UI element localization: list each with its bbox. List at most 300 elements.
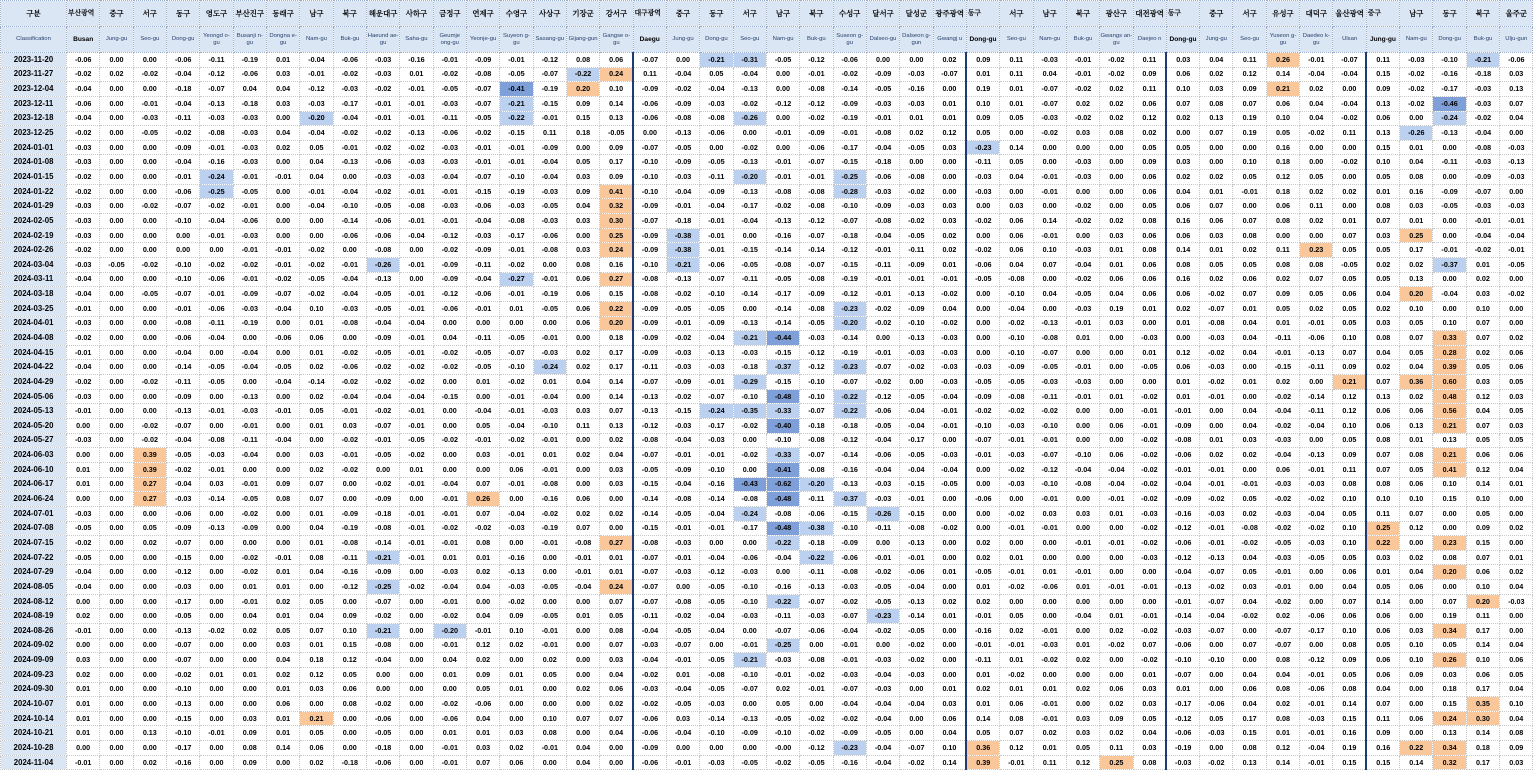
value-cell[interactable]: -0.17 [766, 287, 799, 302]
value-cell[interactable]: -0.05 [133, 126, 166, 141]
value-cell[interactable]: -0.08 [1466, 140, 1499, 155]
value-cell[interactable]: 0.00 [100, 301, 133, 316]
value-cell[interactable]: 0.00 [666, 741, 699, 756]
value-cell[interactable]: 0.03 [600, 653, 633, 668]
value-cell[interactable]: -0.04 [433, 477, 466, 492]
value-cell[interactable]: -0.19 [233, 53, 266, 68]
value-cell[interactable]: -0.06 [333, 360, 366, 375]
value-cell[interactable]: 0.34 [1433, 741, 1466, 756]
value-cell[interactable]: 0.02 [933, 228, 966, 243]
value-cell[interactable]: -0.10 [1000, 287, 1033, 302]
value-cell[interactable]: 0.00 [766, 140, 799, 155]
value-cell[interactable]: -0.01 [1100, 580, 1133, 595]
value-cell[interactable]: -0.04 [433, 580, 466, 595]
value-cell[interactable]: -0.01 [433, 506, 466, 521]
value-cell[interactable]: -0.09 [900, 301, 933, 316]
value-cell[interactable]: 0.07 [1333, 594, 1366, 609]
value-cell[interactable]: 0.01 [1333, 214, 1366, 229]
value-cell[interactable]: -0.01 [300, 67, 333, 82]
value-cell[interactable]: -0.01 [1100, 492, 1133, 507]
value-cell[interactable]: 0.09 [1366, 726, 1399, 741]
value-cell[interactable]: 0.05 [600, 609, 633, 624]
value-cell[interactable]: -0.04 [233, 345, 266, 360]
value-cell[interactable]: -0.14 [766, 243, 799, 258]
value-cell[interactable]: 0.04 [1266, 667, 1299, 682]
value-cell[interactable]: 0.00 [533, 257, 566, 272]
value-cell[interactable]: -0.25 [833, 170, 866, 185]
column-header-ko[interactable]: 서구 [733, 1, 766, 27]
value-cell[interactable]: -0.03 [1066, 243, 1099, 258]
value-cell[interactable]: 0.12 [333, 653, 366, 668]
value-cell[interactable]: 0.09 [266, 477, 299, 492]
column-header-ko[interactable]: 동구 [700, 1, 733, 27]
value-cell[interactable]: 0.56 [1433, 404, 1466, 419]
value-cell[interactable]: 0.03 [1100, 228, 1133, 243]
value-cell[interactable]: 0.00 [1433, 228, 1466, 243]
value-cell[interactable]: 0.10 [1400, 638, 1433, 653]
value-cell[interactable]: 0.04 [600, 448, 633, 463]
date-cell[interactable]: 2024-07-22 [1, 550, 67, 565]
date-cell[interactable]: 2024-06-17 [1, 477, 67, 492]
value-cell[interactable]: 0.05 [1000, 155, 1033, 170]
value-cell[interactable]: -0.15 [833, 155, 866, 170]
value-cell[interactable]: -0.13 [900, 287, 933, 302]
value-cell[interactable]: -0.03 [233, 126, 266, 141]
value-cell[interactable]: -0.10 [833, 199, 866, 214]
value-cell[interactable]: -0.06 [233, 214, 266, 229]
value-cell[interactable]: 0.00 [333, 741, 366, 756]
value-cell[interactable]: -0.01 [67, 404, 100, 419]
value-cell[interactable]: 0.17 [1466, 682, 1499, 697]
value-cell[interactable]: -0.02 [933, 521, 966, 536]
value-cell[interactable]: 0.04 [600, 667, 633, 682]
value-cell[interactable]: -0.08 [700, 111, 733, 126]
value-cell[interactable]: 0.12 [1466, 462, 1499, 477]
value-cell[interactable]: 0.00 [933, 184, 966, 199]
value-cell[interactable]: 0.12 [1233, 67, 1266, 82]
value-cell[interactable]: 0.32 [1433, 755, 1466, 770]
value-cell[interactable]: -0.38 [666, 243, 699, 258]
value-cell[interactable]: -0.08 [1033, 331, 1066, 346]
value-cell[interactable]: -0.01 [666, 755, 699, 770]
value-cell[interactable]: 0.20 [1433, 565, 1466, 580]
value-cell[interactable]: 0.00 [400, 697, 433, 712]
value-cell[interactable]: -0.22 [800, 550, 833, 565]
date-cell[interactable]: 2024-06-03 [1, 448, 67, 463]
value-cell[interactable]: -0.02 [633, 697, 666, 712]
value-cell[interactable]: 0.05 [1233, 492, 1266, 507]
value-cell[interactable]: -0.10 [166, 257, 199, 272]
value-cell[interactable]: -0.09 [866, 67, 899, 82]
value-cell[interactable]: -0.01 [1033, 184, 1066, 199]
value-cell[interactable]: 0.15 [1433, 697, 1466, 712]
value-cell[interactable]: 0.00 [100, 199, 133, 214]
value-cell[interactable]: 0.00 [67, 419, 100, 434]
value-cell[interactable]: -0.02 [1266, 594, 1299, 609]
value-cell[interactable]: 0.02 [500, 741, 533, 756]
value-cell[interactable]: 0.09 [1366, 82, 1399, 97]
value-cell[interactable]: -0.07 [466, 96, 499, 111]
value-cell[interactable]: -0.09 [533, 140, 566, 155]
value-cell[interactable]: 0.08 [1333, 682, 1366, 697]
value-cell[interactable]: -0.05 [1000, 375, 1033, 390]
value-cell[interactable]: -0.11 [200, 53, 233, 68]
column-header-ko[interactable]: 구분 [1, 1, 67, 27]
value-cell[interactable]: 0.08 [1266, 711, 1299, 726]
value-cell[interactable]: -0.18 [233, 96, 266, 111]
value-cell[interactable]: -0.10 [500, 170, 533, 185]
value-cell[interactable]: 0.00 [1400, 111, 1433, 126]
value-cell[interactable]: -0.08 [866, 126, 899, 141]
value-cell[interactable]: -0.01 [1133, 609, 1166, 624]
value-cell[interactable]: -0.01 [1466, 214, 1499, 229]
value-cell[interactable]: -0.14 [366, 536, 399, 551]
value-cell[interactable]: -0.01 [766, 126, 799, 141]
value-cell[interactable]: -0.04 [766, 550, 799, 565]
value-cell[interactable]: -0.20 [833, 316, 866, 331]
value-cell[interactable]: 0.00 [700, 536, 733, 551]
value-cell[interactable]: -0.05 [366, 301, 399, 316]
value-cell[interactable]: 0.00 [266, 184, 299, 199]
value-cell[interactable]: 0.00 [100, 228, 133, 243]
value-cell[interactable]: -0.02 [433, 521, 466, 536]
value-cell[interactable]: 0.03 [600, 462, 633, 477]
value-cell[interactable]: -0.01 [433, 184, 466, 199]
value-cell[interactable]: 0.05 [1166, 140, 1199, 155]
value-cell[interactable]: 0.12 [1333, 404, 1366, 419]
value-cell[interactable]: -0.01 [433, 53, 466, 68]
value-cell[interactable]: 0.16 [600, 257, 633, 272]
value-cell[interactable]: 0.01 [300, 419, 333, 434]
value-cell[interactable]: 0.02 [966, 682, 999, 697]
value-cell[interactable]: -0.02 [833, 67, 866, 82]
value-cell[interactable]: -0.07 [633, 565, 666, 580]
value-cell[interactable]: -0.03 [933, 331, 966, 346]
value-cell[interactable]: 0.02 [266, 140, 299, 155]
value-cell[interactable]: 0.00 [1233, 360, 1266, 375]
value-cell[interactable]: 0.00 [1100, 345, 1133, 360]
value-cell[interactable]: -0.12 [1300, 653, 1333, 668]
value-cell[interactable]: 0.00 [966, 301, 999, 316]
value-cell[interactable]: 0.26 [466, 492, 499, 507]
value-cell[interactable]: 0.02 [100, 67, 133, 82]
value-cell[interactable]: -0.10 [1033, 477, 1066, 492]
value-cell[interactable]: 0.20 [1466, 594, 1499, 609]
value-cell[interactable]: 0.00 [600, 492, 633, 507]
value-cell[interactable]: -0.02 [433, 609, 466, 624]
value-cell[interactable]: 0.00 [333, 243, 366, 258]
value-cell[interactable]: 0.02 [1066, 653, 1099, 668]
value-cell[interactable]: 0.07 [1366, 462, 1399, 477]
value-cell[interactable]: -0.20 [733, 170, 766, 185]
value-cell[interactable]: 0.10 [1433, 477, 1466, 492]
value-cell[interactable]: -0.44 [766, 331, 799, 346]
value-cell[interactable]: 0.02 [600, 697, 633, 712]
value-cell[interactable]: 0.11 [1366, 506, 1399, 521]
value-cell[interactable]: 0.01 [67, 477, 100, 492]
value-cell[interactable]: -0.02 [166, 126, 199, 141]
value-cell[interactable]: 0.00 [933, 506, 966, 521]
value-cell[interactable]: 0.00 [100, 755, 133, 770]
value-cell[interactable]: -0.03 [1300, 477, 1333, 492]
value-cell[interactable]: 0.00 [1400, 726, 1433, 741]
value-cell[interactable]: 0.08 [1266, 257, 1299, 272]
value-cell[interactable]: -0.07 [633, 594, 666, 609]
value-cell[interactable]: -0.02 [1333, 111, 1366, 126]
value-cell[interactable]: -0.04 [500, 419, 533, 434]
value-cell[interactable]: 0.04 [1366, 345, 1399, 360]
value-cell[interactable]: 0.00 [1233, 140, 1266, 155]
column-header-ko[interactable]: 서구 [1233, 1, 1266, 27]
value-cell[interactable]: -0.14 [633, 492, 666, 507]
value-cell[interactable]: -0.02 [733, 419, 766, 434]
value-cell[interactable]: 0.00 [400, 492, 433, 507]
value-cell[interactable]: -0.08 [766, 506, 799, 521]
value-cell[interactable]: -0.18 [733, 360, 766, 375]
value-cell[interactable]: -0.01 [533, 272, 566, 287]
value-cell[interactable]: -0.03 [233, 111, 266, 126]
value-cell[interactable]: 0.00 [133, 741, 166, 756]
value-cell[interactable]: -0.12 [633, 419, 666, 434]
value-cell[interactable]: -0.07 [633, 448, 666, 463]
value-cell[interactable]: -0.14 [833, 82, 866, 97]
value-cell[interactable]: 0.11 [533, 126, 566, 141]
value-cell[interactable]: 0.00 [1066, 184, 1099, 199]
value-cell[interactable]: -0.05 [233, 184, 266, 199]
value-cell[interactable]: -0.01 [1066, 389, 1099, 404]
value-cell[interactable]: -0.04 [500, 506, 533, 521]
value-cell[interactable]: -0.01 [433, 214, 466, 229]
value-cell[interactable]: -0.09 [833, 536, 866, 551]
value-cell[interactable]: 0.10 [1333, 521, 1366, 536]
column-header-en[interactable]: Saha-gu [400, 27, 433, 53]
value-cell[interactable]: 0.00 [733, 228, 766, 243]
date-cell[interactable]: 2024-05-06 [1, 389, 67, 404]
value-cell[interactable]: 0.11 [1333, 126, 1366, 141]
value-cell[interactable]: 0.00 [1100, 653, 1133, 668]
value-cell[interactable]: -0.17 [900, 433, 933, 448]
value-cell[interactable]: -0.10 [766, 433, 799, 448]
value-cell[interactable]: 0.11 [1233, 53, 1266, 68]
value-cell[interactable]: 0.10 [1366, 155, 1399, 170]
value-cell[interactable]: -0.05 [666, 697, 699, 712]
value-cell[interactable]: 0.06 [1133, 184, 1166, 199]
value-cell[interactable]: 0.00 [1066, 697, 1099, 712]
value-cell[interactable]: 0.01 [266, 609, 299, 624]
value-cell[interactable]: -0.01 [500, 140, 533, 155]
value-cell[interactable]: -0.01 [1266, 580, 1299, 595]
value-cell[interactable]: 0.10 [1033, 243, 1066, 258]
value-cell[interactable]: -0.03 [200, 448, 233, 463]
value-cell[interactable]: 0.00 [200, 711, 233, 726]
value-cell[interactable]: 0.06 [1366, 609, 1399, 624]
value-cell[interactable]: 0.02 [1300, 301, 1333, 316]
value-cell[interactable]: -0.02 [400, 140, 433, 155]
value-cell[interactable]: 0.00 [133, 360, 166, 375]
value-cell[interactable]: -0.02 [433, 433, 466, 448]
value-cell[interactable]: -0.02 [233, 257, 266, 272]
value-cell[interactable]: -0.02 [666, 287, 699, 302]
value-cell[interactable]: 0.02 [566, 448, 599, 463]
value-cell[interactable]: -0.04 [666, 184, 699, 199]
value-cell[interactable]: -0.03 [233, 404, 266, 419]
value-cell[interactable]: -0.06 [1166, 638, 1199, 653]
value-cell[interactable]: 0.09 [466, 667, 499, 682]
value-cell[interactable]: -0.08 [533, 243, 566, 258]
value-cell[interactable]: 0.00 [1033, 536, 1066, 551]
value-cell[interactable]: 0.02 [1466, 272, 1499, 287]
value-cell[interactable]: 0.00 [1433, 140, 1466, 155]
value-cell[interactable]: -0.09 [1466, 170, 1499, 185]
value-cell[interactable]: -0.10 [800, 389, 833, 404]
value-cell[interactable]: -0.06 [1166, 536, 1199, 551]
value-cell[interactable]: -0.04 [166, 155, 199, 170]
value-cell[interactable]: -0.01 [433, 492, 466, 507]
value-cell[interactable]: 0.00 [1200, 682, 1233, 697]
value-cell[interactable]: -0.02 [1400, 96, 1433, 111]
value-cell[interactable]: -0.12 [1166, 711, 1199, 726]
value-cell[interactable]: 0.06 [1000, 228, 1033, 243]
value-cell[interactable]: 0.04 [1233, 345, 1266, 360]
value-cell[interactable]: 0.02 [1100, 726, 1133, 741]
value-cell[interactable]: -0.14 [766, 316, 799, 331]
value-cell[interactable]: -0.19 [833, 111, 866, 126]
value-cell[interactable]: -0.01 [566, 550, 599, 565]
value-cell[interactable]: -0.02 [1000, 462, 1033, 477]
value-cell[interactable]: 0.02 [1366, 257, 1399, 272]
value-cell[interactable]: 0.00 [133, 565, 166, 580]
value-cell[interactable]: 0.04 [1233, 404, 1266, 419]
value-cell[interactable]: 0.00 [400, 272, 433, 287]
value-cell[interactable]: 0.01 [1133, 345, 1166, 360]
value-cell[interactable]: 0.00 [1333, 82, 1366, 97]
value-cell[interactable]: -0.09 [666, 375, 699, 390]
value-cell[interactable]: 0.18 [300, 653, 333, 668]
value-cell[interactable]: 0.00 [1400, 697, 1433, 712]
value-cell[interactable]: 0.01 [266, 53, 299, 68]
value-cell[interactable]: 0.03 [1466, 287, 1499, 302]
value-cell[interactable]: 0.01 [67, 711, 100, 726]
value-cell[interactable]: 0.00 [533, 594, 566, 609]
value-cell[interactable]: -0.09 [633, 316, 666, 331]
value-cell[interactable]: -0.01 [400, 331, 433, 346]
value-cell[interactable]: -0.16 [766, 580, 799, 595]
value-cell[interactable]: -0.07 [633, 580, 666, 595]
value-cell[interactable]: -0.21 [733, 331, 766, 346]
column-header-ko[interactable]: 남구 [300, 1, 333, 27]
value-cell[interactable]: -0.14 [1300, 389, 1333, 404]
value-cell[interactable]: -0.13 [666, 126, 699, 141]
value-cell[interactable]: 0.00 [866, 53, 899, 68]
value-cell[interactable]: -0.03 [1133, 550, 1166, 565]
value-cell[interactable]: 0.00 [133, 667, 166, 682]
value-cell[interactable]: 0.01 [1400, 433, 1433, 448]
value-cell[interactable]: 0.03 [1466, 375, 1499, 390]
value-cell[interactable]: -0.02 [933, 287, 966, 302]
value-cell[interactable]: -0.20 [300, 111, 333, 126]
value-cell[interactable]: 0.02 [1066, 682, 1099, 697]
value-cell[interactable]: -0.20 [433, 623, 466, 638]
value-cell[interactable]: 0.00 [400, 755, 433, 770]
value-cell[interactable]: -0.15 [433, 389, 466, 404]
value-cell[interactable]: -0.12 [800, 360, 833, 375]
value-cell[interactable]: 0.00 [566, 726, 599, 741]
value-cell[interactable]: -0.07 [633, 550, 666, 565]
value-cell[interactable]: 0.07 [1233, 287, 1266, 302]
value-cell[interactable]: 0.01 [300, 506, 333, 521]
column-header-ko[interactable]: 부산광역 [67, 1, 100, 27]
value-cell[interactable]: 0.00 [533, 755, 566, 770]
value-cell[interactable]: -0.09 [466, 53, 499, 68]
value-cell[interactable]: 0.07 [566, 521, 599, 536]
value-cell[interactable]: 0.07 [1233, 96, 1266, 111]
value-cell[interactable]: -0.02 [1200, 345, 1233, 360]
value-cell[interactable]: 0.04 [300, 155, 333, 170]
value-cell[interactable]: 0.02 [1100, 96, 1133, 111]
value-cell[interactable]: -0.04 [200, 214, 233, 229]
value-cell[interactable]: 0.17 [1466, 623, 1499, 638]
value-cell[interactable]: -0.03 [666, 360, 699, 375]
value-cell[interactable]: 0.00 [733, 433, 766, 448]
value-cell[interactable]: -0.01 [266, 243, 299, 258]
value-cell[interactable]: -0.09 [966, 389, 999, 404]
value-cell[interactable]: 0.00 [433, 462, 466, 477]
value-cell[interactable]: -0.14 [800, 243, 833, 258]
value-cell[interactable]: -0.06 [800, 506, 833, 521]
value-cell[interactable]: -0.09 [433, 272, 466, 287]
value-cell[interactable]: 0.00 [933, 667, 966, 682]
value-cell[interactable]: 0.05 [1333, 550, 1366, 565]
value-cell[interactable]: 0.00 [100, 565, 133, 580]
value-cell[interactable]: -0.09 [633, 345, 666, 360]
value-cell[interactable]: 0.10 [300, 301, 333, 316]
column-header-en[interactable]: Nam-gu [766, 27, 799, 53]
value-cell[interactable]: -0.11 [966, 653, 999, 668]
value-cell[interactable]: 0.10 [1466, 653, 1499, 668]
value-cell[interactable]: -0.03 [633, 682, 666, 697]
value-cell[interactable]: -0.02 [133, 257, 166, 272]
value-cell[interactable]: -0.31 [733, 53, 766, 68]
value-cell[interactable]: -0.09 [833, 726, 866, 741]
value-cell[interactable]: -0.07 [800, 448, 833, 463]
value-cell[interactable]: -0.22 [500, 111, 533, 126]
value-cell[interactable]: -0.09 [700, 184, 733, 199]
value-cell[interactable]: -0.01 [233, 272, 266, 287]
value-cell[interactable]: -0.04 [866, 140, 899, 155]
value-cell[interactable]: 0.14 [600, 375, 633, 390]
column-header-en[interactable]: Ulju-gun [1500, 27, 1533, 53]
value-cell[interactable]: -0.02 [1200, 580, 1233, 595]
value-cell[interactable]: -0.01 [200, 726, 233, 741]
value-cell[interactable]: 0.00 [466, 462, 499, 477]
column-header-en[interactable]: Dalseon g-gun [900, 27, 933, 53]
value-cell[interactable]: 0.00 [266, 536, 299, 551]
column-header-en[interactable]: Dong-gu [966, 27, 999, 53]
value-cell[interactable]: -0.01 [400, 214, 433, 229]
value-cell[interactable]: 0.00 [266, 228, 299, 243]
value-cell[interactable]: 0.14 [1333, 697, 1366, 712]
value-cell[interactable]: 0.00 [933, 536, 966, 551]
value-cell[interactable]: 0.04 [266, 653, 299, 668]
column-header-en[interactable]: Classification [1, 27, 67, 53]
value-cell[interactable]: 0.00 [133, 638, 166, 653]
value-cell[interactable]: -0.03 [67, 389, 100, 404]
value-cell[interactable]: -0.03 [1000, 448, 1033, 463]
value-cell[interactable]: 0.00 [100, 711, 133, 726]
value-cell[interactable]: 0.00 [100, 419, 133, 434]
value-cell[interactable]: 0.00 [266, 419, 299, 434]
value-cell[interactable]: 0.04 [1233, 550, 1266, 565]
